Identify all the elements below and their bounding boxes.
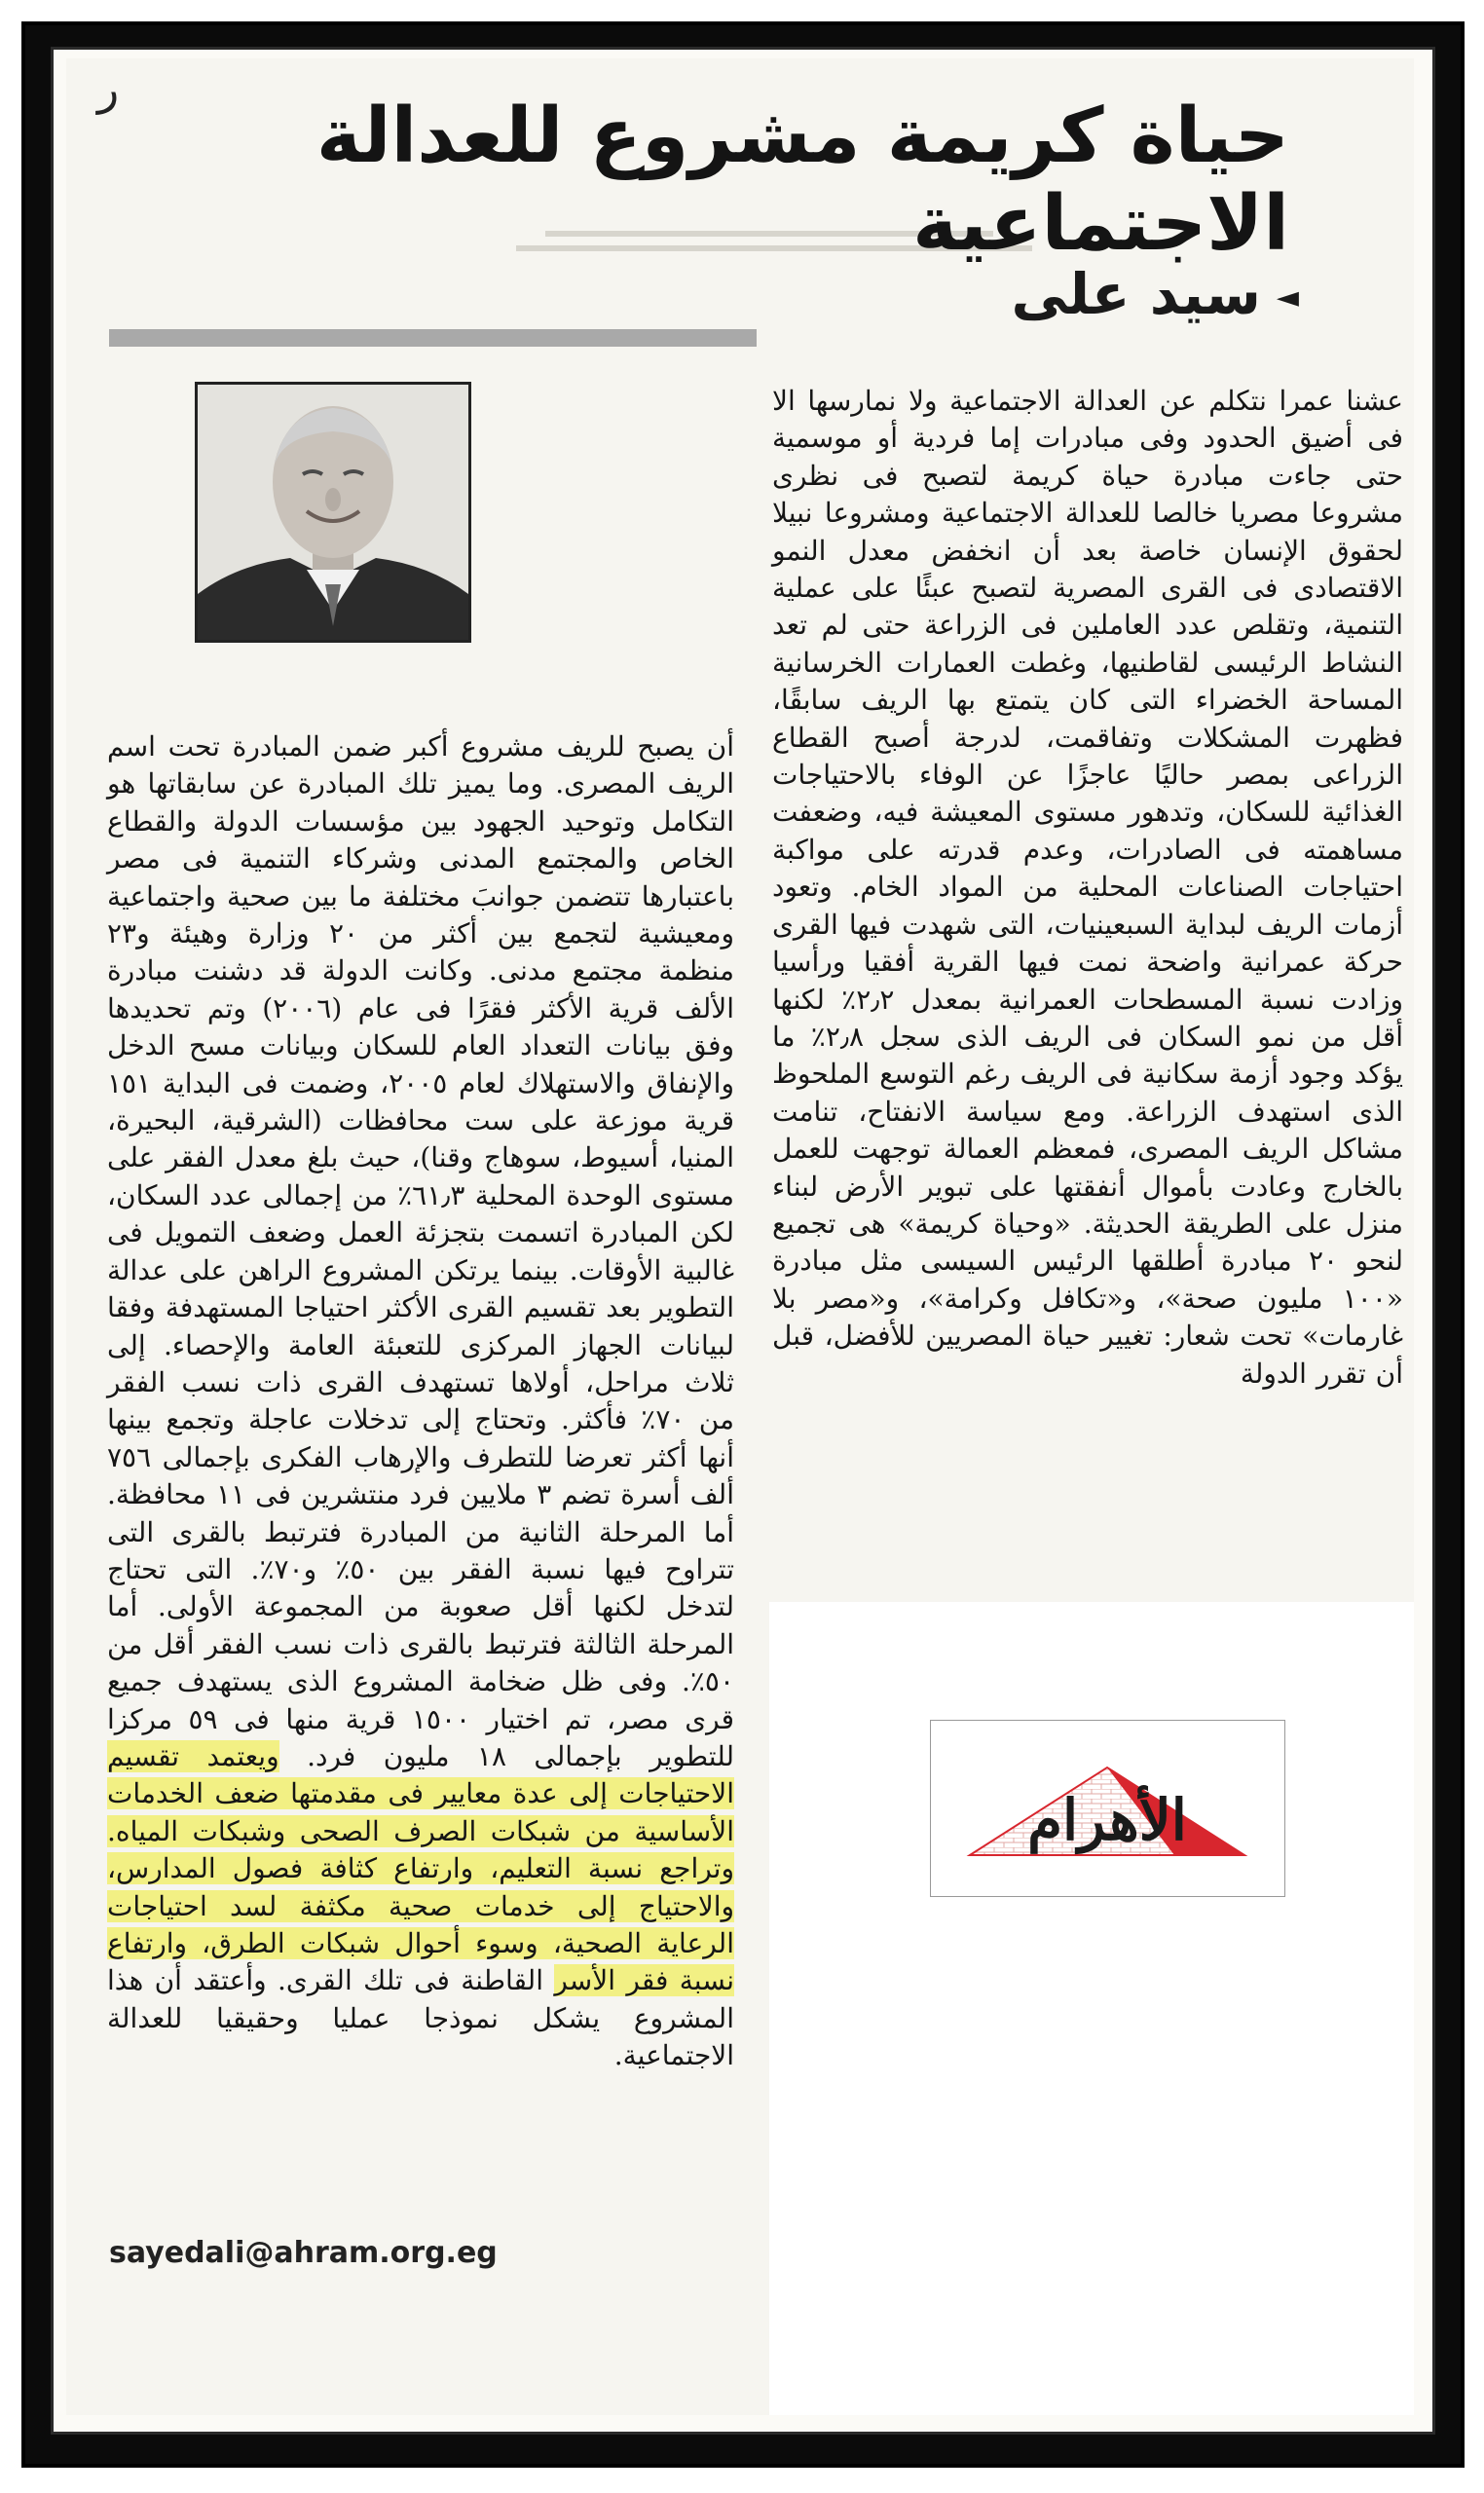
byline-rule [109, 329, 757, 347]
author-photo [195, 382, 471, 643]
article-column-right: عشنا عمرا نتكلم عن العدالة الاجتماعية ولا نمارسها الا فى أضيق الحدود وفى مبادرات إما فردية أو موسمية حتى جاءت مبادرة حياة كريمة لتصبح فى نظرى مشروعا مصريا خالصا للعدالة الاجتماعية ومشروعا نبيلا لحقوق الإنسان خاصة بعد أن انخفض معدل النمو الاقتصادى فى القرى المصرية لتصبح عبئًا على عملية التنمية، وتقلص عدد العاملين فى الزراعة حتى لم تعد النشاط الرئيسى لقاطنيها، وغطت العمارات الخرسانية المساحة الخضراء التى كان يتمتع بها الريف سابقًا، فظهرت المشكلات وتفاقمت، لدرجة أصبح القطاع الزراعى بمصر حاليًا عاجزًا عن الوفاء بالاحتياجات الغذائية للسكان، وتدهور مستوى المعيشة فيه، وضعفت مساهمته فى الصادرات، وعدم قدرته على مواكبة احتياجات الصناعات المحلية من المواد الخام. وتعود أزمات الريف لبداية السبعينيات، التى شهدت فيها القرى حركة عمرانية واضحة نمت فيها القرية أفقيا ورأسيا وزادت نسبة المسطحات العمرانية بمعدل ٢٫٢٪ لكنها أقل من نمو السكان فى الريف الذى سجل ٢٫٨٪ ما يؤكد وجود أزمة سكانية فى الريف رغم التوسع الملحوظ الذى استهدف الزراعة. ومع سياسة الانفتاح، تنامت مشاكل الريف المصرى، فمعظم العمالة توجهت للعمل بالخارج وعادت بأموال أنفقتها على تبوير الأرض لبناء منزل على الطريقة الحديثة. «وحياة كريمة» هى تجميع لنحو ٢٠ مبادرة أطلقها الرئيس السيسى مثل مبادرة «١٠٠ مليون صحة»، و«تكافل وكرامة»، و«مصر بلا غارمات» تحت شعار: تغيير حياة المصريين للأفضل، قبل أن تقرر الدولة [772, 385, 1404, 1390]
ahram-wordmark: الأهرام [1027, 1787, 1187, 1853]
article-column-left [107, 728, 734, 2075]
corner-mark: ر [97, 62, 120, 115]
author-email: sayedali@ahram.org.eg [109, 2236, 498, 2270]
author-name: سيد على [1011, 261, 1261, 327]
byline-arrow-icon: ◄ [1276, 280, 1299, 316]
column-left-text: أن يصبح للريف مشروع أكبر ضمن المبادرة تحت اسم الريف المصرى. وما يميز تلك المبادرة عن سابقاتها هو التكامل وتوحيد الجهود بين مؤسسات الدولة والقطاع الخاص والمجتمع المدنى وشركاء التنمية فى مصر باعتبارها تتضمن جوانبَ مختلفة ما بين صحية واجتماعية ومعيشية لتجمع بين أكثر من ٢٠ وزارة وهيئة و٢٣ منظمة مجتمع مدنى. وكانت الدولة قد دشنت مبادرة الألف قرية الأكثر فقرًا فى عام (٢٠٠٦) وتم تحديدها وفق بيانات التعداد العام للسكان وبيانات مسح الدخل والإنفاق والاستهلاك لعام ٢٠٠٥، وضمت فى البداية ١٥١ قرية موزعة على ست محافظات (الشرقية، البحيرة، المنيا، أسيوط، سوهاج وقنا)، حيث بلغ معدل الفقر على مستوى الوحدة المحلية ٦١٫٣٪ من إجمالى عدد السكان، لكن المبادرة اتسمت بتجزئة العمل وضعف التمويل فى غالبية الأوقات. بينما يرتكن المشروع الراهن على عدالة التطوير بعد تقسيم القرى الأكثر احتياجا المستهدفة وفقا لبيانات الجهاز المركزى للتعبئة العامة والإحصاء. إلى ثلاث مراحل، أولاها تستهدف القرى ذات نسب الفقر من ٧٠٪ فأكثر. وتحتاج إلى تدخلات عاجلة وتجمع بينها أنها أكثر تعرضا للتطرف والإرهاب الفكرى بإجمالى ٧٥٦ ألف أسرة تضم ٣ ملايين فرد منتشرين فى ١١ محافظة. أما المرحلة الثانية من المبادرة فترتبط بالقرى التى تتراوح فيها نسبة الفقر بين ٥٠٪ و٧٠٪. التى تحتاج لتدخل لكنها أقل صعوبة من المجموعة الأولى. أما المرحلة الثالثة فترتبط بالقرى ذات نسب الفقر أقل من ٥٠٪. وفى ظل ضخامة المشروع الذى يستهدف جميع قرى مصر، تم اختيار ١٥٠٠ قرية منها فى ٥٩ مركزا للتطوير بإجمالى ١٨ مليون فرد. [107, 730, 735, 1772]
author-byline [1012, 261, 1299, 327]
highlighted-passage: ويعتمد تقسيم الاحتياجات إلى عدة معايير فى مقدمتها ضعف الخدمات الأساسية من شبكات الصرف الصحى وشبكات المياه. وتراجع نسبة التعليم، وارتفاع كثافة فصول المدارس، والاحتياج إلى خدمات صحية مكثفة لسد احتياجات الرعاية الصحية، وسوء أحوال شبكات الطرق، وارتفاع نسبة فقر الأسر [107, 1739, 734, 1997]
column-left-ending: القاطنة فى تلك القرى. وأعتقد أن هذا المشروع يشكل نموذجا عمليا وحقيقيا للعدالة الاجتماعية. [107, 1964, 734, 2072]
ahram-logo [930, 1720, 1285, 1897]
article-headline: حياة كريمة مشروع للعدالة الاجتماعية [315, 93, 1289, 268]
